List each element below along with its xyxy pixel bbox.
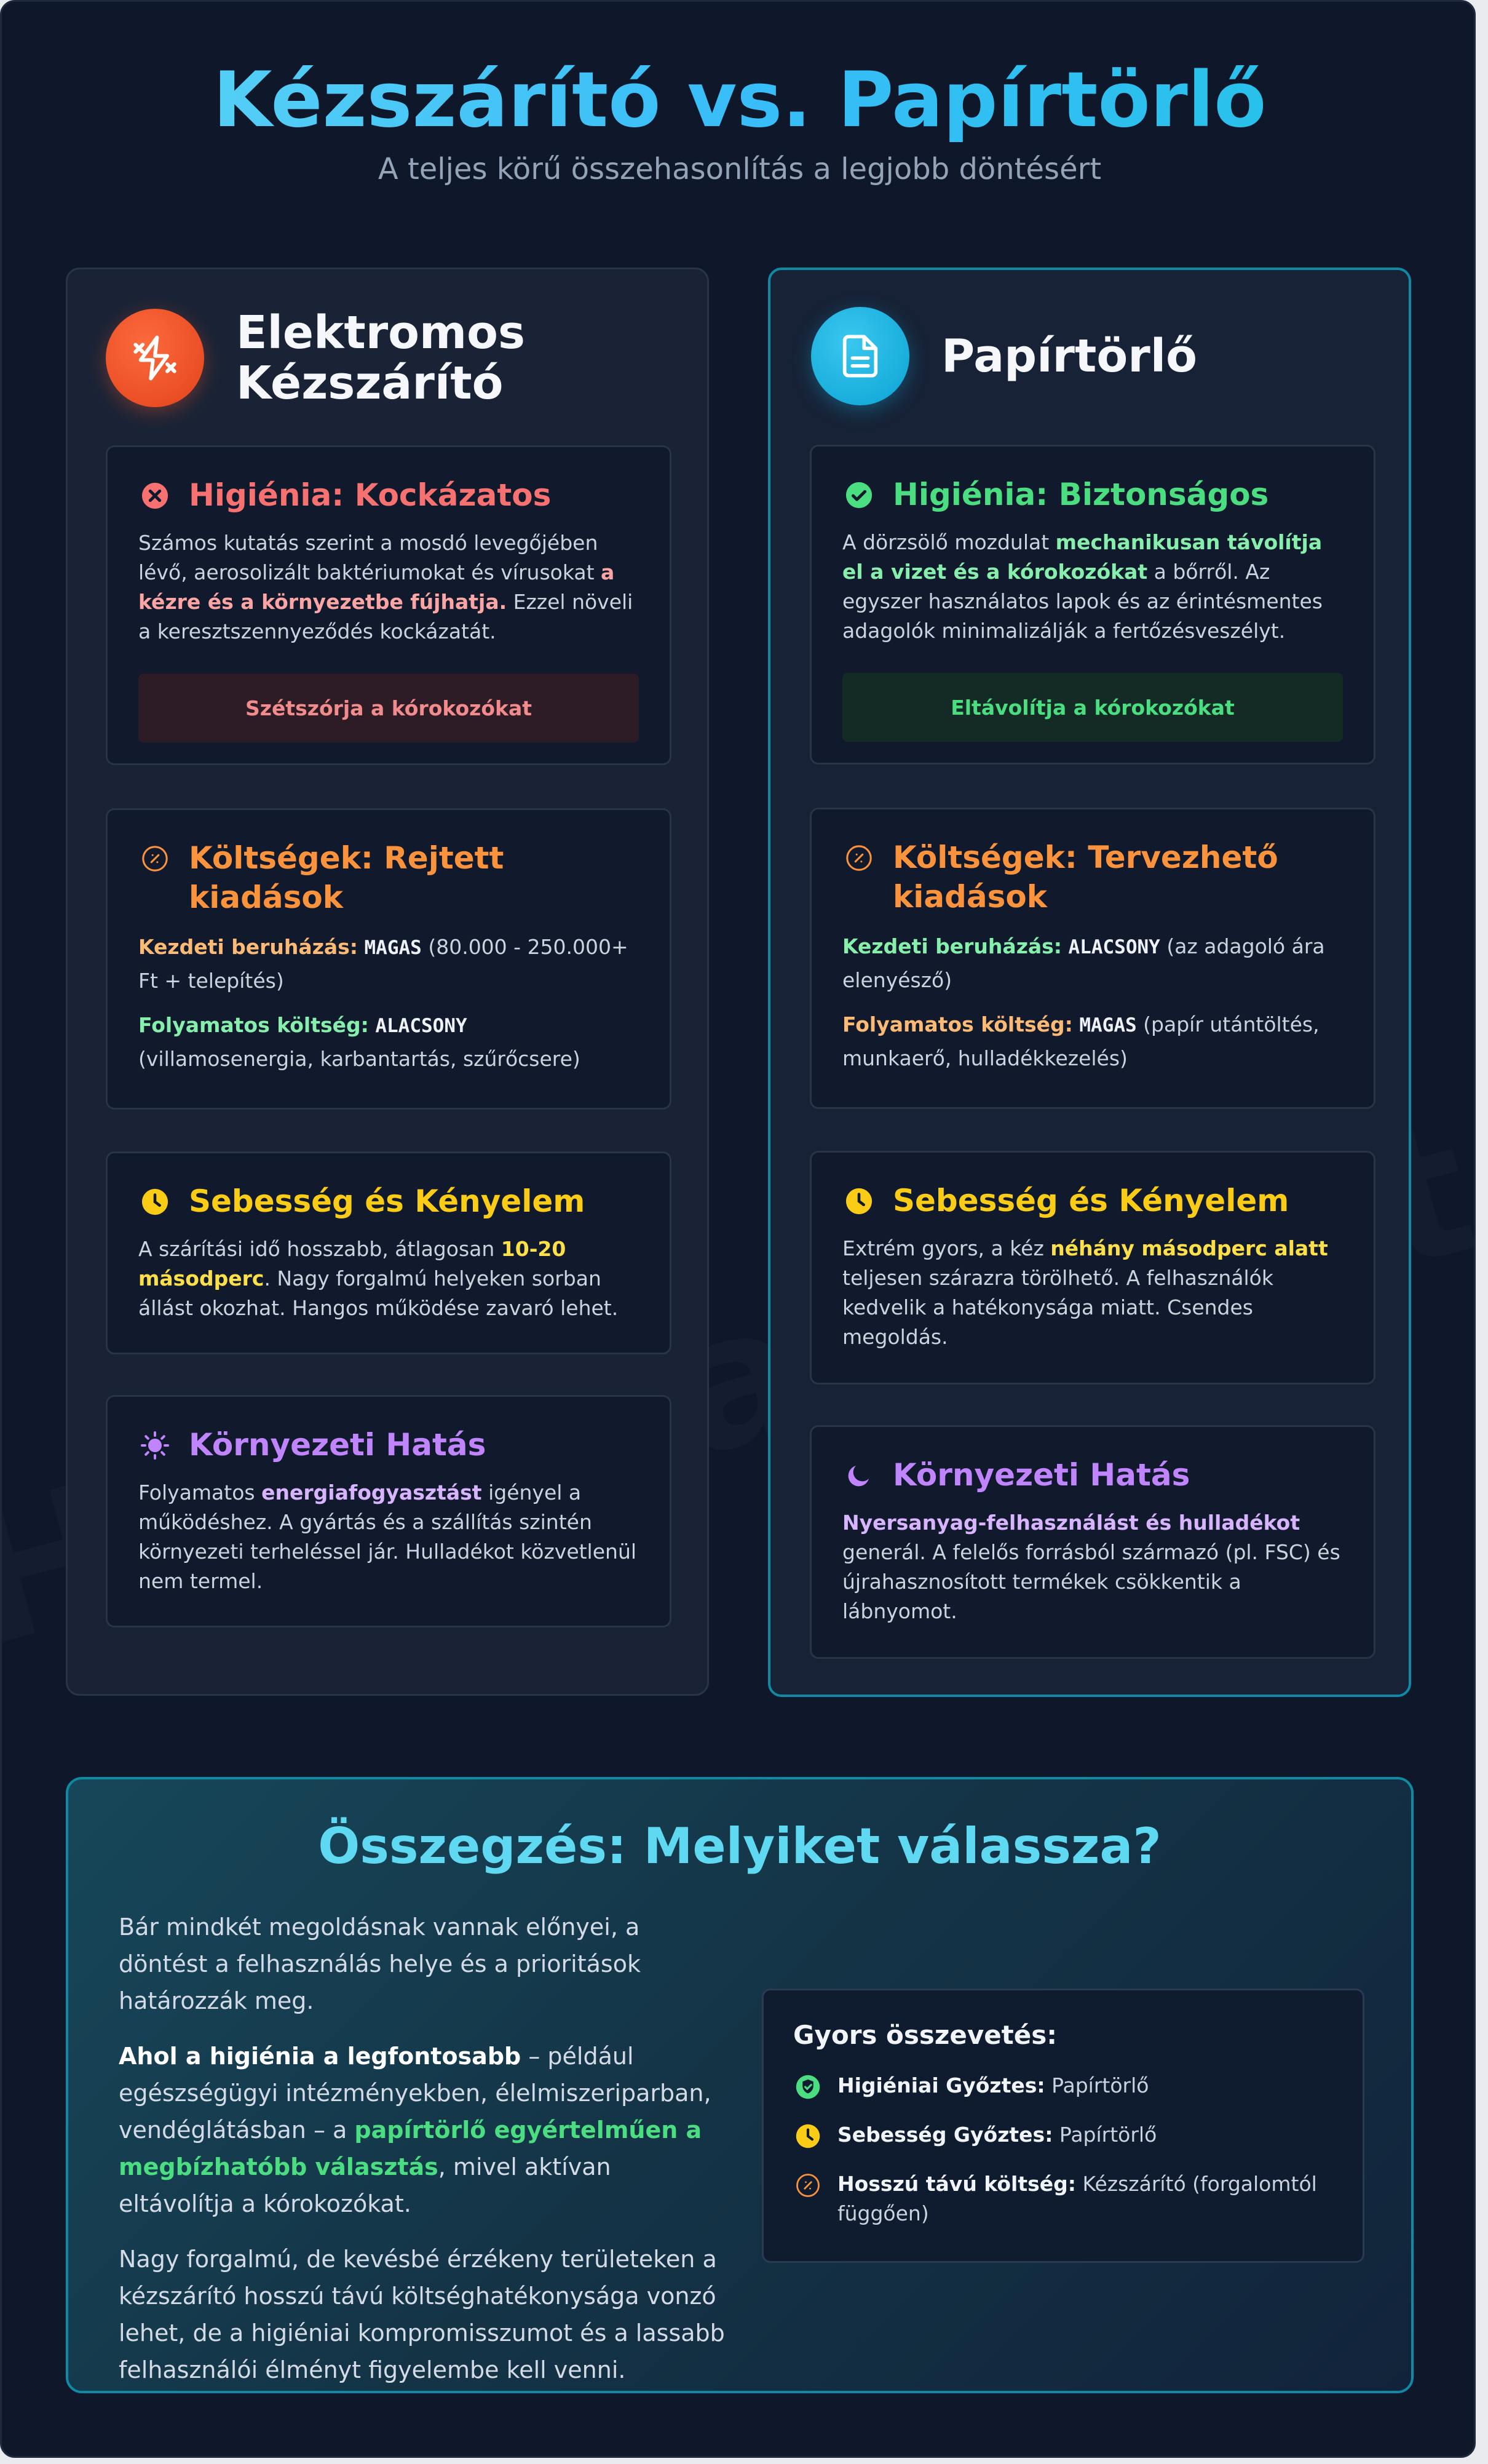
sun-icon xyxy=(138,1429,172,1462)
hand-dryer-cost-card xyxy=(106,808,671,1110)
summary-title: Összegzés: Melyiket válassza? xyxy=(318,1818,1162,1875)
coin-icon xyxy=(842,841,876,875)
hand-dryer-off-icon xyxy=(106,309,204,407)
hand-dryer-title-line2: Kézszárító xyxy=(236,357,504,410)
x-circle-icon xyxy=(138,479,172,512)
hand-dryer-hygiene-card xyxy=(106,445,671,765)
paper-towel-environment-text: Nyersanyag-felhasználást és hulladékot generál. A felelős forrásból származó (pl. FSC) és újrahasznosított termékek csökkentik a lábnyomot. xyxy=(842,1511,1340,1623)
summary-section xyxy=(66,1777,1414,2393)
page-title: Kézszárító vs. Papírtörlő xyxy=(2,51,1476,149)
coin-icon xyxy=(793,2171,823,2200)
page-subtitle: A teljes körű összehasonlítás a legjobb döntésért xyxy=(378,152,1102,186)
hand-dryer-ongoing-cost: Folyamatos költség: ALACSONY (villamosenergia, karbantartás, szűrőcsere) xyxy=(138,1013,580,1071)
hand-dryer-hygiene-tag: Szétszórja a kórokozókat xyxy=(138,674,639,742)
check-circle-icon xyxy=(842,479,876,512)
paper-towel-speed-text: Extrém gyors, a kéz néhány másodperc alatt teljesen szárazra törölhető. A felhasználók kedvelik a hatékonysága miatt. Csendes megoldás. xyxy=(842,1236,1328,1349)
paper-towel-initial-cost: Kezdeti beruházás: ALACSONY (az adagoló ára elenyésző) xyxy=(842,934,1325,992)
paper-towel-hygiene-title: Higiénia: Biztonságos xyxy=(893,477,1269,512)
paper-towel-ongoing-cost: Folyamatos költség: MAGAS (papír utántöltés, munkaerő, hulladékkezelés) xyxy=(842,1012,1320,1070)
clock-icon xyxy=(793,2121,823,2151)
paper-towel-hygiene-tag: Eltávolítja a kórokozókat xyxy=(842,673,1343,742)
paper-towel-cost-title: Költségek: Tervezhető kiadások xyxy=(893,840,1278,915)
summary-paragraph-1: Bár mindkét megoldásnak vannak előnyei, a döntést a felhasználás helye és a prioritások határozzák meg. xyxy=(119,1914,641,2014)
quick-row-cost-text: Hosszú távú költség: Kézszárító (forgalomtól függően) xyxy=(837,2172,1317,2225)
clock-icon xyxy=(138,1185,172,1218)
quick-row-cost xyxy=(793,2169,1333,2228)
summary-paragraph-3: Nagy forgalmú, de kevésbé érzékeny területeken a kézszárító hosszú távú költséghatékonysága vonzó lehet, de a higiéniai kompromisszumot és a lassabb felhasználói élményt figyelembe kell venni. xyxy=(119,2246,725,2383)
paper-towel-environment-title: Környezeti Hatás xyxy=(893,1457,1190,1493)
hand-dryer-hygiene-text: Számos kutatás szerint a mosdó levegőjében lévő, aerosolizált baktériumokat és vírusokat a kézre és a környezetbe fújhatja. Ezzel növeli a keresztszennyeződés kockázatát. xyxy=(138,531,633,643)
hand-dryer-header xyxy=(106,308,525,408)
quick-comparison-box xyxy=(762,1989,1364,2263)
document-icon xyxy=(811,307,909,405)
paper-towel-title: Papírtörlő xyxy=(941,330,1197,383)
clock-icon xyxy=(842,1185,876,1218)
paper-towel-hygiene-card xyxy=(810,445,1375,765)
hand-dryer-title-line1: Elektromos xyxy=(236,306,526,359)
moon-icon xyxy=(842,1459,876,1492)
shield-check-icon xyxy=(793,2072,823,2102)
coin-icon xyxy=(138,842,172,875)
paper-towel-hygiene-text: A dörzsölő mozdulat mechanikusan távolítja el a vizet és a kórokozókat a bőrről. Az egyszer használatos lapok és az érintésmentes adagolók minimalizálják a fertőzésveszélyt. xyxy=(842,530,1323,643)
hand-dryer-environment-text: Folyamatos energiafogyasztást igényel a működéshez. A gyártás és a szállítás szintén környezeti terheléssel jár. Hulladékot közvetlenül nem termel. xyxy=(138,1480,637,1593)
paper-towel-speed-card xyxy=(810,1151,1375,1385)
paper-towel-header xyxy=(811,307,1197,405)
summary-paragraph-2: Ahol a higiénia a legfontosabb – például egészségügyi intézményekben, élelmiszeriparban, vendéglátásban – a papírtörlő egyértelműen a megbízhatóbb választás, mivel aktívan eltávolítja a kórokozókat. xyxy=(119,2043,711,2217)
quick-row-hygiene-text: Higiéniai Győztes: Papírtörlő xyxy=(837,2073,1149,2097)
paper-towel-column xyxy=(768,268,1411,1697)
hand-dryer-speed-title: Sebesség és Kényelem xyxy=(189,1183,585,1219)
hand-dryer-column xyxy=(66,268,709,1696)
hand-dryer-environment-card xyxy=(106,1395,671,1627)
quick-row-speed-text: Sebesség Győztes: Papírtörlő xyxy=(837,2123,1157,2147)
hand-dryer-environment-title: Környezeti Hatás xyxy=(189,1427,486,1463)
page-header xyxy=(2,51,1476,186)
quick-comparison-title: Gyors összevetés: xyxy=(793,2020,1058,2050)
paper-towel-cost-card xyxy=(810,808,1375,1109)
hand-dryer-initial-cost: Kezdeti beruházás: MAGAS (80.000 - 250.000+ Ft + telepítés) xyxy=(138,935,628,993)
quick-row-hygiene xyxy=(793,2071,1333,2102)
paper-towel-speed-title: Sebesség és Kényelem xyxy=(893,1183,1289,1218)
paper-towel-environment-card xyxy=(810,1425,1375,1659)
quick-row-speed xyxy=(793,2120,1333,2151)
hand-dryer-speed-text: A szárítási idő hosszabb, átlagosan 10-20 másodperc. Nagy forgalmú helyeken sorban állást okozhat. Hangos működése zavaró lehet. xyxy=(138,1237,619,1320)
hand-dryer-speed-card xyxy=(106,1151,671,1354)
hand-dryer-hygiene-title: Higiénia: Kockázatos xyxy=(189,477,552,513)
hand-dryer-title xyxy=(236,308,525,408)
hand-dryer-cost-title: Költségek: Rejtett kiadások xyxy=(189,840,504,915)
summary-text xyxy=(119,1909,734,2407)
